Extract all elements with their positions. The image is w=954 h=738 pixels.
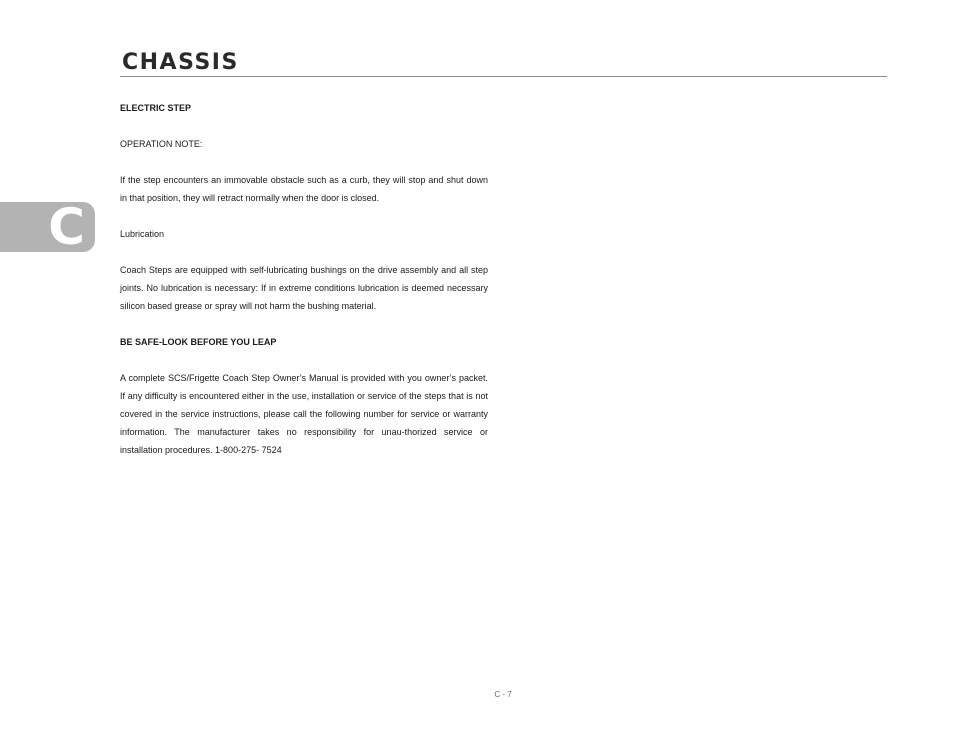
manual-paragraph: A complete SCS/Frigette Coach Step Owner’s Manual is provided with you owner’s packet. If any difficulty is encountered either in the use, installation or service of the steps that is not covered in the service instructions, please call the following number for service or warranty information. The manufacturer takes no responsibility for unau-thorized service or installation procedures. 1-800-275- 7524 [120, 373, 488, 455]
lubrication-paragraph: Coach Steps are equipped with self-lubricating bushings on the drive assembly and all step joints. No lubrication is necessary: If in extreme conditions lubrication is deemed necessary silicon based grease or spray will not harm the bushing material. [120, 265, 488, 311]
section-tab-letter: C [48, 202, 85, 252]
heading-be-safe: BE SAFE-LOOK BEFORE YOU LEAP [120, 337, 277, 347]
operation-note-label: OPERATION NOTE: [120, 139, 203, 149]
section-tab [0, 202, 95, 252]
operation-note-paragraph: If the step encounters an immovable obstacle such as a curb, they will stop and shut down in that position, they will retract normally when the door is closed. [120, 175, 488, 203]
heading-electric-step: ELECTRIC STEP [120, 103, 192, 113]
page-title: CHASSIS [122, 50, 239, 75]
page-number: C - 7 [494, 690, 512, 699]
body-content [120, 99, 488, 477]
lubrication-label: Lubrication [120, 229, 165, 239]
header-divider [120, 76, 887, 77]
